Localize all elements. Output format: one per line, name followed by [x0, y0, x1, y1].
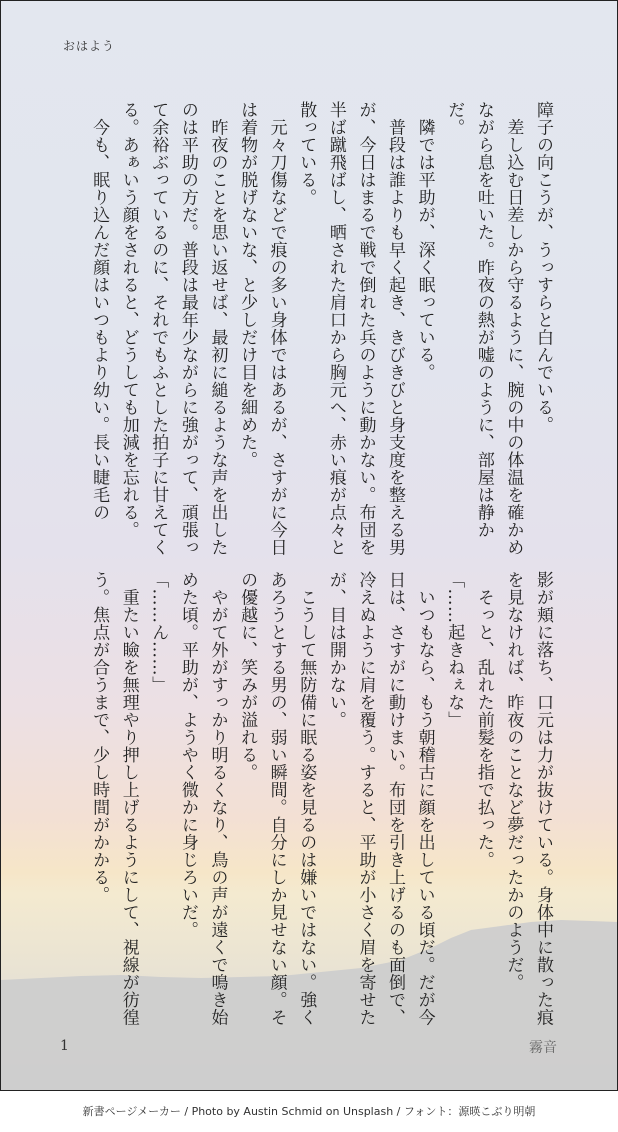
paragraph: そっと、乱れた前髪を指で払った。	[473, 571, 494, 869]
paragraph: いつもなら、もう朝稽古に顔を出している頃だ。だが今日は、さすがに動けまい。布団を引き上げるのも面倒で、冷えぬように肩を覆う。すると、平助が小さく眉を寄せたが、目は開かない。	[325, 571, 435, 1026]
page-number: 1	[60, 1038, 69, 1054]
paragraph: 重たい瞼を無理やり押し上げるようにして、視線が彷徨う。焦点が合うまで、少し時間がかかる。	[89, 571, 139, 1026]
paragraph: 「……ん……」	[148, 571, 169, 694]
paragraph: 隣では平助が、深く眠っている。	[414, 101, 435, 381]
author-name: 霧音	[529, 1040, 557, 1056]
image-credit: 新書ページメーカー / Photo by Austin Schmid on Unsplash / フォント：源暎こぶり明朝	[82, 1105, 536, 1118]
paragraph: 昨夜のことを思い返せば、最初に縋るような声を出したのは平助の方だ。普段は最年少ながらに強がって、頑張って余裕ぶっているのに、それでもふとした拍子に甘えてくる。あぁいう顔をされると、どうしても加減を忘れる。	[118, 101, 228, 556]
paragraph: 障子の向こうが、うっすらと白んでいる。	[533, 101, 553, 434]
paragraph: 普段は誰よりも早く起き、きびきびと身支度を整える男が、今日はまるで戦で倒れた兵のように動かない。布団を半ば蹴飛ばし、晒された肩口から胸元へ、赤い痕が点々と散っている。	[296, 101, 406, 556]
upper-text-block	[67, 101, 557, 561]
paragraph: 「……起きねぇな」	[444, 571, 465, 729]
lower-text-block	[67, 571, 557, 1031]
paragraph: 影が頬に落ち、口元は力が抜けている。身体中に散った痕を見なければ、昨夜のことなど夢だったかのようだ。	[503, 571, 553, 1026]
paragraph: 今も、眠り込んだ顔はいつもより幼い。長い睫毛の	[89, 101, 110, 521]
paragraph: やがて外がすっかり明るくなり、鳥の声が遠くで鳴き始めた頃。平助が、ようやく微かに身じろいだ。	[177, 571, 228, 1026]
chapter-title: おはよう	[63, 39, 116, 53]
paragraph: 差し込む日差しから守るように、腕の中の体温を確かめながら息を吐いた。昨夜の熱が嘘のように、部屋は静かだ。	[444, 101, 524, 556]
paragraph: 元々刀傷などで痕の多い身体ではあるが、さすがに今日は着物が脱げないな、と少しだけ目を細めた。	[237, 101, 287, 556]
paragraph: こうして無防備に眠る姿を見るのは嫌いではない。強くあろうとする男の、弱い瞬間。自分にしか見せない顔。その優越に、笑みが溢れる。	[237, 571, 317, 1026]
